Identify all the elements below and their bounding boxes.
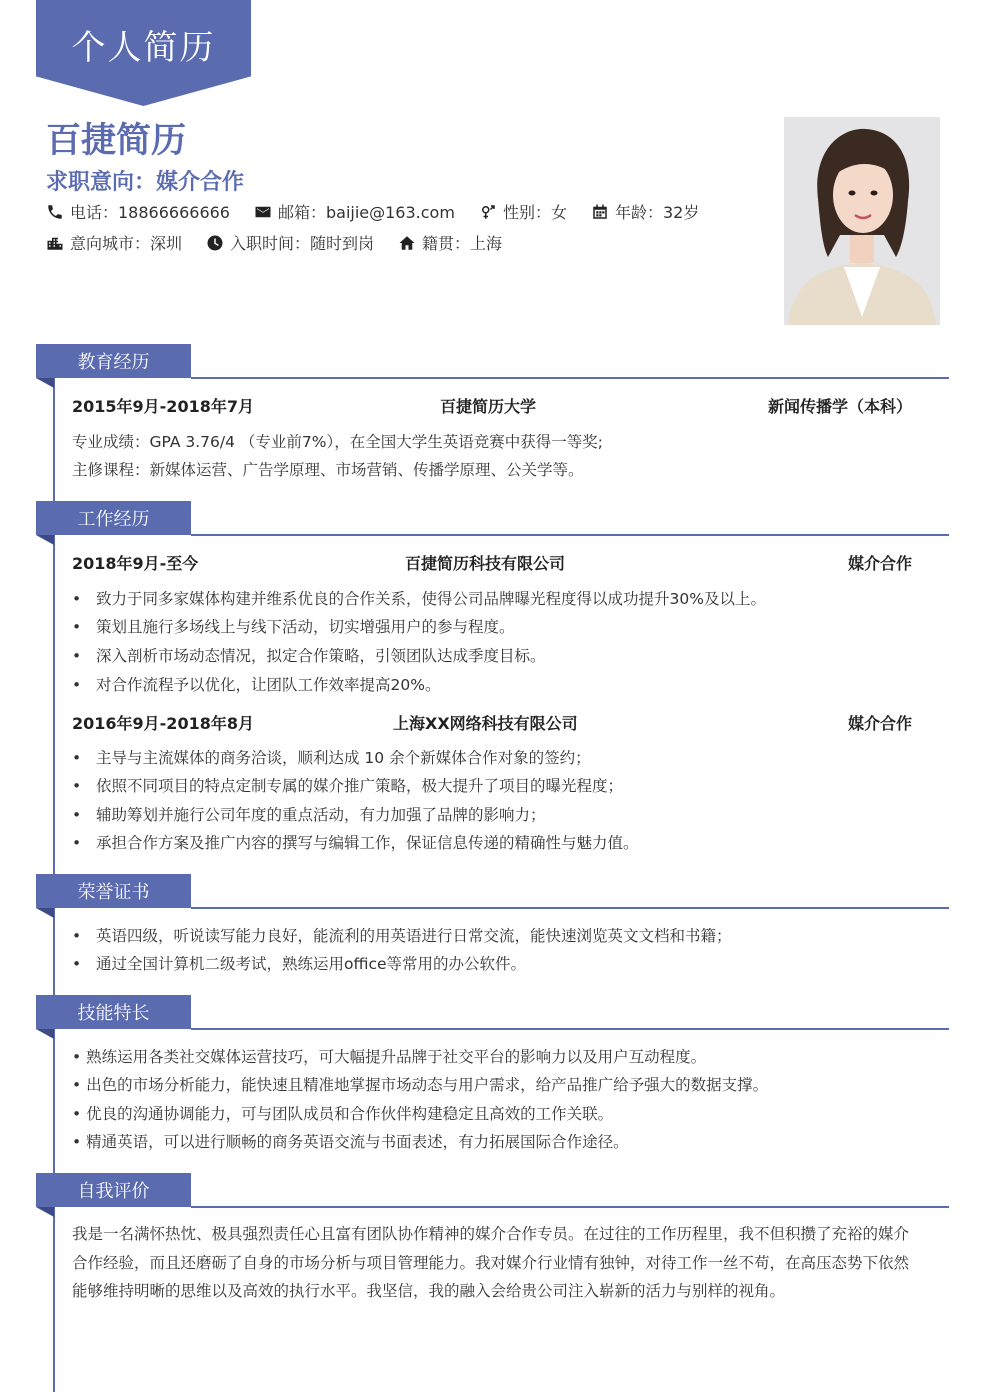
gender-icon (479, 203, 497, 221)
info-age-text: 年龄：32岁 (614, 203, 700, 222)
edu-major: 新闻传播学（本科） (767, 397, 912, 416)
info-start (206, 231, 374, 254)
skill-line: • 优良的沟通协调能力，可与团队成员和合作伙伴构建稳定且高效的工作关联。 (72, 1105, 614, 1123)
honor-bullet: • 英语四级，听说读写能力良好，能流利的用英语进行日常交流，能快速浏览英文文档和书籍； (72, 924, 732, 946)
skill-line: • 出色的市场分析能力，能快速且精准地掌握市场动态与用户需求，给产品推广给予强大的数据支撑。 (72, 1076, 769, 1094)
portrait-illustration (784, 117, 940, 325)
honor-bullet: • 通过全国计算机二级考试，熟练运用office等常用的办公软件。 (72, 952, 526, 974)
job-bullet: • 依照不同项目的特点定制专属的媒介推广策略，极大提升了项目的曝光程度； (72, 774, 623, 796)
section-fold (36, 908, 54, 918)
job-period: 2016年9月-2018年8月 (72, 714, 254, 733)
job-intent: 求职意向：媒介合作 (46, 170, 245, 195)
section-rule (191, 1206, 949, 1208)
job-company: 上海XX网络科技有限公司 (393, 714, 578, 733)
edu-school: 百捷简历大学 (440, 397, 537, 416)
candidate-name: 百捷简历 (46, 121, 187, 161)
info-phone (46, 200, 230, 223)
job-bullet: • 策划且施行多场线上与线下活动，切实增强用户的参与程度。 (72, 615, 515, 637)
info-row-2 (46, 231, 526, 254)
info-age (591, 200, 699, 223)
edu-period: 2015年9月-2018年7月 (72, 397, 254, 416)
section-self-eval-tab: 自我评价 (36, 1173, 191, 1207)
info-gender-text: 性别：女 (502, 203, 567, 222)
edu-line: 主修课程：新媒体运营、广告学原理、市场营销、传播学原理、公关学等。 (72, 461, 584, 479)
section-fold (36, 378, 54, 388)
edu-line: 专业成绩：GPA 3.76/4 （专业前7%），在全国大学生英语竞赛中获得一等奖; (72, 433, 603, 451)
city-icon (46, 234, 64, 252)
section-skills-tab: 技能特长 (36, 995, 191, 1029)
section-honors-tab: 荣誉证书 (36, 874, 191, 908)
job-period: 2018年9月-至今 (72, 554, 199, 573)
job-bullet: • 深入剖析市场动态情况，拟定合作策略，引领团队达成季度目标。 (72, 644, 546, 666)
info-email-text: 邮箱：baijie@163.com (277, 203, 455, 222)
phone-icon (46, 203, 64, 221)
info-hometown (398, 231, 502, 254)
banner-title: 个人简历 (71, 28, 216, 68)
job-role: 媒介合作 (847, 554, 912, 573)
info-start-text: 入职时间：随时到岗 (230, 234, 375, 253)
skill-line: • 精通英语，可以进行顺畅的商务英语交流与书面表述，有力拓展国际合作途径。 (72, 1133, 629, 1151)
calendar-icon (591, 203, 609, 221)
mail-icon (254, 203, 272, 221)
section-fold (36, 535, 54, 545)
info-email (254, 200, 455, 223)
section-rule (191, 377, 949, 379)
section-fold (36, 1029, 54, 1039)
section-rule (191, 1028, 949, 1030)
job-bullet: • 主导与主流媒体的商务洽谈，顺利达成 10 余个新媒体合作对象的签约； (72, 746, 591, 768)
section-work-tab: 工作经历 (36, 501, 191, 535)
job-bullet: • 对合作流程予以优化，让团队工作效率提高20%。 (72, 673, 440, 695)
info-city-text: 意向城市：深圳 (70, 234, 183, 253)
info-hometown-text: 籍贯：上海 (422, 234, 503, 253)
skill-line: • 熟练运用各类社交媒体运营技巧，可大幅提升品牌于社交平台的影响力以及用户互动程度。 (72, 1048, 707, 1066)
info-row-1 (46, 200, 723, 223)
job-bullet: • 承担合作方案及推广内容的撰写与编辑工作，保证信息传递的精确性与魅力值。 (72, 831, 639, 853)
section-education-tab: 教育经历 (36, 344, 191, 378)
job-bullet: • 致力于同多家媒体构建并维系优良的合作关系，使得公司品牌曝光程度得以成功提升30%及以上。 (72, 587, 766, 609)
section-rule (191, 534, 949, 536)
job-bullet: • 辅助筹划并施行公司年度的重点活动，有力加强了品牌的影响力； (72, 803, 546, 825)
section-fold (36, 1207, 54, 1217)
profile-photo (784, 117, 940, 325)
self-eval-text: 我是一名满怀热忱、极具强烈责任心且富有团队协作精神的媒介合作专员。在过往的工作历程里，我不但积攒了充裕的媒介合作经验，而且还磨砺了自身的市场分析与项目管理能力。我对媒介行业情有独钟，对待工作一丝不苟，在高压态势下依然能够维持明晰的思维以及高效的执行水平。我坚信，我的融入会给贵公司注入崭新的活力与别样的视角。 (72, 1225, 910, 1300)
job-role: 媒介合作 (847, 714, 912, 733)
clock-icon (206, 234, 224, 252)
home-icon (398, 234, 416, 252)
info-phone-text: 电话：18866666666 (70, 203, 230, 222)
info-city (46, 231, 182, 254)
job-company: 百捷简历科技有限公司 (405, 554, 566, 573)
info-gender (479, 200, 567, 223)
section-rule (191, 907, 949, 909)
